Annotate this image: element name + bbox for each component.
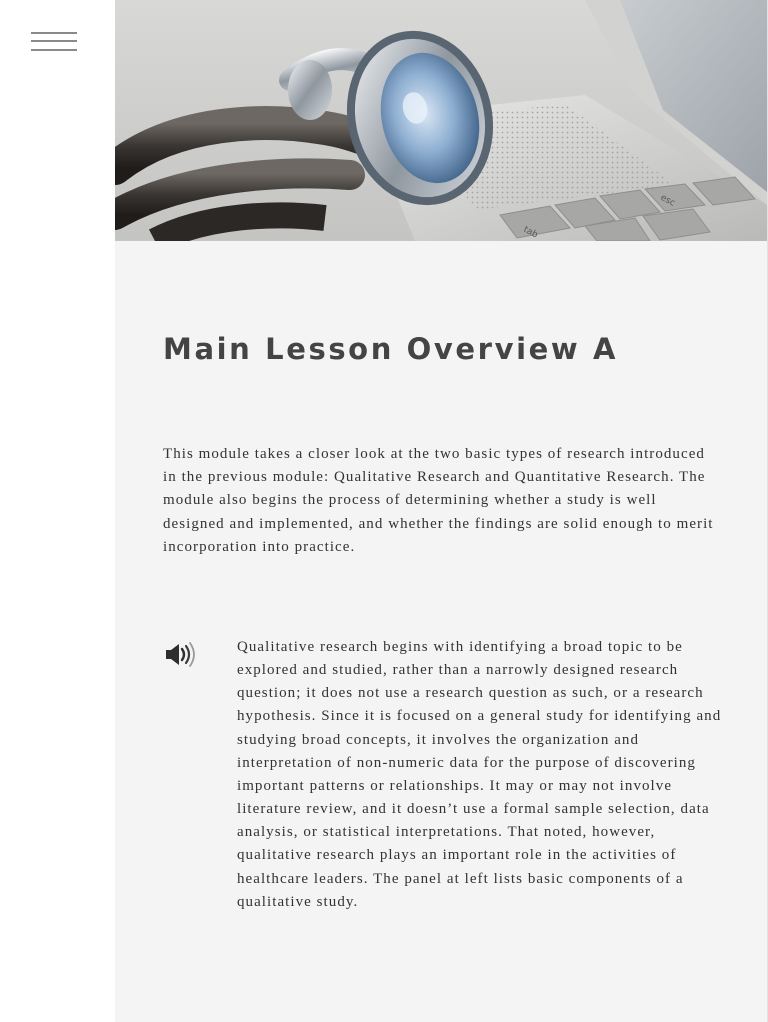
menu-button[interactable] [31,30,77,56]
page-title: Main Lesson Overview A [163,332,619,366]
key-label-tab: tab [521,224,540,241]
lesson-content [115,0,768,1022]
speaker-audio-icon [164,640,200,670]
audio-button[interactable] [164,640,200,670]
hero-image [115,0,767,241]
sidebar [0,0,115,1022]
key-label-esc: esc [658,192,677,209]
body-paragraph: Qualitative research begins with identifying a broad topic to be explored and studied, rather than a narrowly designed research question; it does not use a research question as such, or a research hypothesis. Since it is focused on a general study for identifying and studying broad concepts, it involves the organization and interpretation of non-numeric data for the purpose of discovering important patterns or relationships. It may or may not involve literature review, and it doesn’t use a formal sample selection, data analysis, or statistical interpretations. That noted, however, qualitative research plays an important role in the activities of healthcare leaders. The panel at left lists basic components of a qualitative study. [237,639,722,910]
intro-paragraph: This module takes a closer look at the two basic types of research introduced in the previous module: Qualitative Research and Quantitative Research. The module also begins the process of determining whether a study is well designed and implemented, and whether the findings are solid enough to merit incorporation into practice. [163,446,714,555]
